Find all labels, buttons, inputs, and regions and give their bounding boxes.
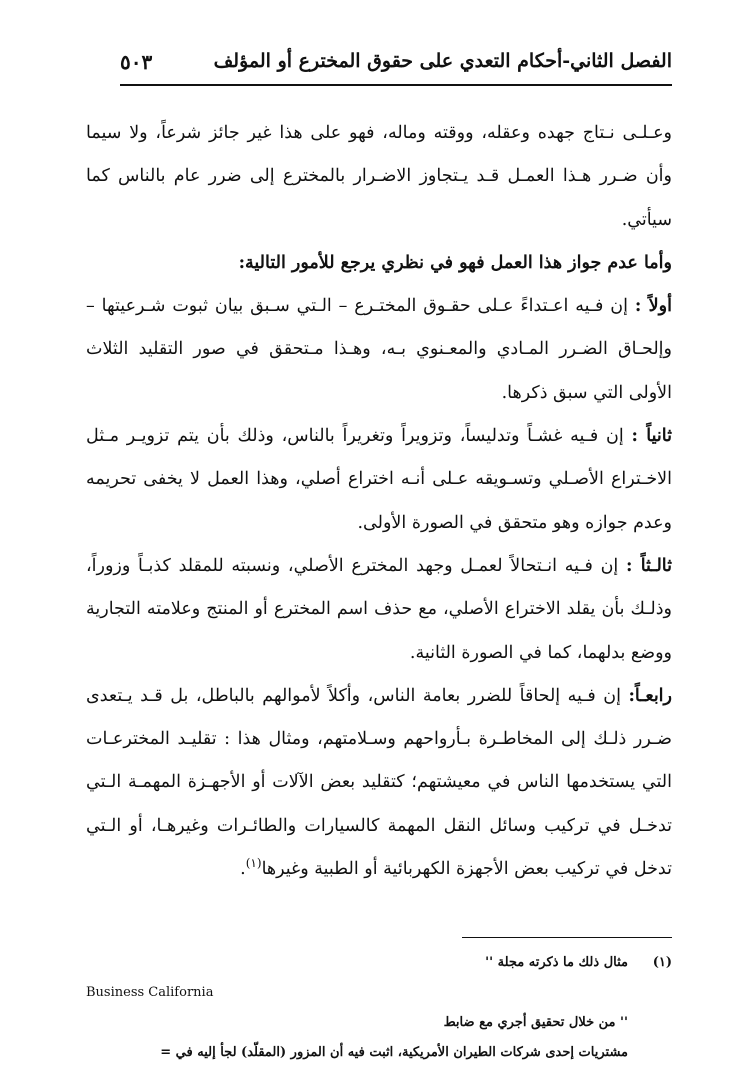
footnote-number: (١) <box>652 955 672 970</box>
footnote-line-2: مشتريات إحدى شركات الطيران الأمريكية، اثبت فيه أن المزور (المقلّد) لجأ إليه في = <box>160 1045 628 1060</box>
paragraph-second-reason: ثانياً : إن فـيه غشـاً وتدليساً، وتزويراً وتغريراً بالناس، وذلك بأن يتم تزويـر مـثل الاخـتراع الأصـلي وتسـويقه عـلى أنـه اختراع أصلي، وهذا العمل لا يخفى تحريمه وعدم جوازه وهو متحقق في الصورة الأولى. <box>86 426 672 533</box>
paragraph-third-reason: ثالـثاً : إن فـيه انـتحالاً لعمـل وجهد المخترع الأصلي، ونسبته للمقلد كذبـاً وزوراً، وذلـك بأن يقلد الاختراع الأصلي، مع حذف اسم المخترع أو المنتج وعلامته التجارية ووضع بدلهما، كما في الصورة الثانية. <box>86 555 673 663</box>
body-text <box>86 112 672 891</box>
paragraph-first-reason: أولاً : إن فـيه اعـتداءً عـلى حقـوق المختـرع – الـتي سـبق بيان ثبوت شـرعيتها – وإلحـاق الضـرر المـادي والمعـنوي بـه، وهـذا مـتحقق في صور التقليد الثلاث الأولى التي سبق ذكرها. <box>86 296 672 403</box>
paragraph-intro: وعـلـى نـتاج جهده وعقله، ووقته وماله، فهو على هذا غير جائز شرعاً، ولا سيما وأن ضـرر هـذا العمـل قـد يـتجاوز الاضـرار بالمخترع إلى ضرر عام بالناس كما سيأتي. <box>86 123 672 230</box>
magazine-name: Business California <box>86 985 214 1000</box>
footnote-divider <box>462 937 672 938</box>
reason-label: رابعـاً: <box>628 685 672 706</box>
page-number: ٥٠٣ <box>120 50 153 74</box>
running-header <box>120 44 672 86</box>
footnote-line-1: مثال ذلك ما ذكرته مجلة '' Business California '' من خلال تحقيق أجري مع ضابط <box>86 955 628 1030</box>
reason-label: ثالـثاً : <box>626 555 673 576</box>
reason-label: أولاً : <box>634 296 672 317</box>
footnote-reference[interactable]: (١) <box>245 856 262 871</box>
paragraph-reasons-intro: وأما عدم جواز هذا العمل فهو في نظري يرجع للأمور التالية: <box>238 252 672 273</box>
chapter-title: الفصل الثاني-أحكام التعدي على حقوق المخترع أو المؤلف <box>213 50 672 72</box>
reason-label: ثانياً : <box>631 426 672 447</box>
footnote-text <box>86 948 628 1068</box>
paragraph-fourth-reason: رابعـاً: إن فـيه إلحاقاً للضرر بعامة الناس، وأكلاً لأموالهم بالباطل، بل قـد يـتعدى ضـرر ذلـك إلى المخاطـرة بـأرواحهم وسـلامتهم، ومثال هذا : تقليـد المخترعـات التي يستخدمها الناس في معيشتهم؛ كتقليد بعض الآلات أو الأجهـزة المهمـة الـتي تدخـل في تركيب وسائل النقل المهمة كالسيارات والطائـرات وغيرهـا، أو الـتي تدخل في تركيب بعض الأجهزة الكهربائية أو الطبية وغيرها$^{(١)}$. <box>86 685 672 880</box>
footnote <box>86 948 672 1068</box>
